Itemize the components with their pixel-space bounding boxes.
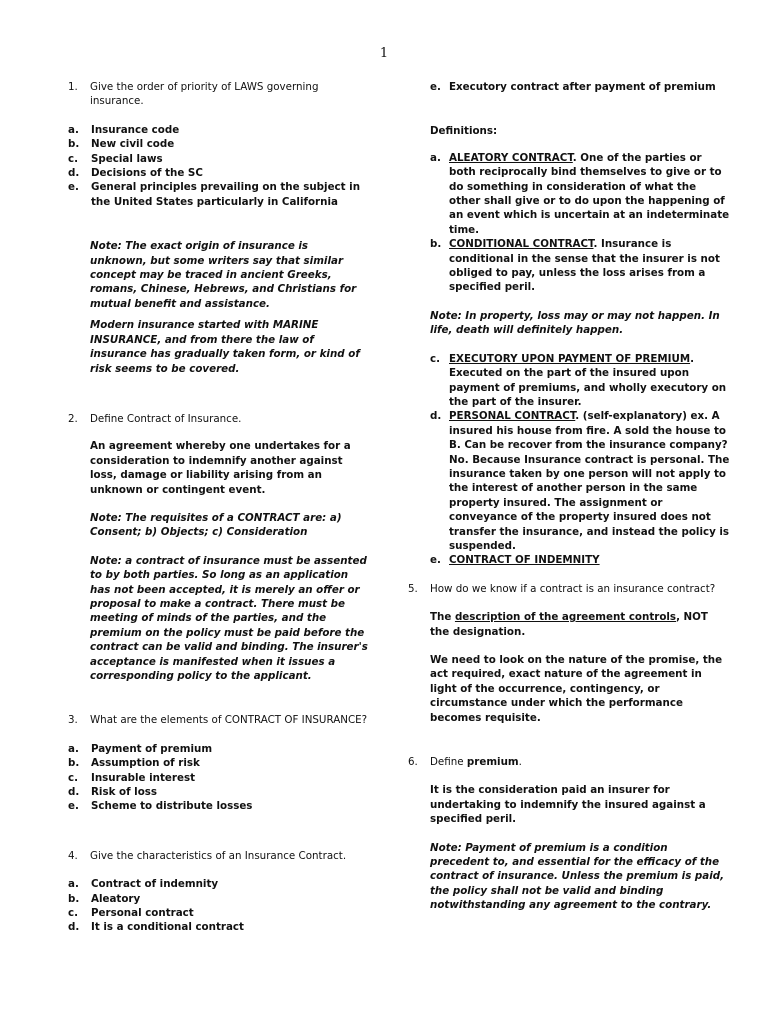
list-item: c. Insurable interest [68, 771, 195, 784]
elements-list [68, 742, 368, 814]
note-requisites: Note: The requisites of a CONTRACT are: a) Consent; b) Objects; c) Consideration [90, 511, 342, 539]
definition-aleatory: a. ALEATORY CONTRACT. One of the parties or both reciprocally bind themselves to give or to do something in consideration of what the other shall give or to do upon the happening of an event which is uncertain at an indeterminate time. [430, 151, 730, 236]
list-item: e. General principles prevailing on the subject in the United States particularly in California [68, 181, 361, 208]
question-1 [68, 80, 368, 109]
question-2 [68, 412, 368, 426]
left-column [68, 80, 368, 935]
question-text: Give the order of priority of LAWS governing insurance. [90, 81, 319, 108]
page-number: 1 [379, 46, 389, 61]
list-item: b. Assumption of risk [68, 757, 200, 770]
law-priority-list [68, 123, 368, 209]
answer-nature: We need to look on the nature of the promise, the act required, exact nature of the agreement in light of the occurrence, contingency, or circumstance under which the performance becomes requisite. [430, 654, 723, 724]
definition-indemnity: e. CONTRACT OF INDEMNITY [430, 554, 600, 567]
definition-conditional: b. CONDITIONAL CONTRACT. Insurance is conditional in the sense that the insurer is not obliged to pay, unless the loss arises from a specified peril. [430, 238, 720, 294]
list-item: a. Insurance code [68, 123, 180, 136]
term: CONTRACT OF INDEMNITY [449, 554, 600, 567]
note-origin: Note: The exact origin of insurance is unknown, but some writers say that similar concept may be traced in ancient Greeks, romans, Chinese, Hebrews, and Christians for mutual benefit and assistance. [90, 240, 357, 310]
question-number: 1. [68, 81, 78, 93]
question-text: How do we know if a contract is an insurance contract? [430, 582, 716, 595]
list-item: a. Payment of premium [68, 742, 213, 755]
definition-personal: d. PERSONAL CONTRACT. (self-explanatory) ex. A insured his house from fire. A sold the house to B. Can be recover from the insurance company? No. Because Insurance contract is personal. The insurance taken by one person will not apply to the interest of another person in the same property insured. The assignment or conveyance of the property insured does not transfer the insurance, and instead the policy is suspended. [430, 410, 730, 552]
question-5 [408, 582, 730, 596]
term: PERSONAL CONTRACT [449, 410, 576, 423]
list-item: a. Contract of indemnity [68, 878, 219, 891]
term: ALEATORY CONTRACT [449, 151, 573, 164]
answer-description: The description of the agreement controls, NOT the designation. [430, 611, 708, 638]
list-item: b. Aleatory [68, 892, 141, 905]
question-number: 4. [68, 849, 78, 862]
question-4 [68, 849, 368, 863]
note-marine: Modern insurance started with MARINE INSURANCE, and from there the law of insurance has gradually taken form, or kind of risk seems to be covered. [90, 319, 360, 375]
list-item: e. Scheme to distribute losses [68, 800, 253, 813]
note-assent: Note: a contract of insurance must be assented to by both parties. So long as an application has not been accepted, it is merely an offer or proposal to make a contract. There must be meeting of minds of the parties, and the premium on the policy must be paid before the contract can be valid and binding. The insurer's acceptance is manifested when it issues a corresponding policy to the applicant. [90, 554, 368, 682]
note-premium: Note: Payment of premium is a condition precedent to, and essential for the efficacy of the contract of insurance. Unless the premium is paid, the policy shall not be valid and binding notwithstanding any agreement to the contrary. [430, 841, 725, 912]
question-text: Define Contract of Insurance. [90, 412, 242, 425]
list-item: c. Special laws [68, 152, 163, 165]
list-item-executory: e. Executory contract after payment of premium [430, 81, 716, 93]
question-number: 3. [68, 714, 78, 727]
term: CONDITIONAL CONTRACT [449, 238, 594, 251]
list-item: d. Risk of loss [68, 786, 158, 799]
list-item: d. It is a conditional contract [68, 921, 244, 934]
characteristics-list [68, 877, 368, 935]
list-item: b. New civil code [68, 138, 175, 151]
note-property-life: Note: In property, loss may or may not happen. In life, death will definitely happen. [430, 309, 720, 337]
question-text: Define premium. [430, 756, 522, 769]
list-item: c. Personal contract [68, 907, 194, 920]
definitions-heading: Definitions: [430, 125, 498, 138]
definition-executory: c. EXECUTORY UPON PAYMENT OF PREMIUM. Executed on the part of the insured upon payment of premiums, and wholly executory on the part of the insurer. [430, 352, 727, 408]
question-number: 6. [408, 756, 418, 769]
question-6 [408, 755, 730, 769]
question-text: What are the elements of CONTRACT OF INSURANCE? [90, 714, 368, 727]
question-number: 5. [408, 582, 418, 595]
answer-definition: An agreement whereby one undertakes for a consideration to indemnify another against loss, damage or liability arising from an unknown or contingent event. [90, 440, 351, 496]
question-text: Give the characteristics of an Insurance Contract. [90, 849, 347, 862]
question-number: 2. [68, 412, 78, 425]
answer-premium: It is the consideration paid an insurer for undertaking to indemnify the insured against a specified peril. [430, 784, 706, 826]
question-3 [68, 713, 368, 727]
list-item: d. Decisions of the SC [68, 167, 203, 180]
term: EXECUTORY UPON PAYMENT OF PREMIUM [449, 352, 691, 365]
right-column [408, 80, 730, 913]
